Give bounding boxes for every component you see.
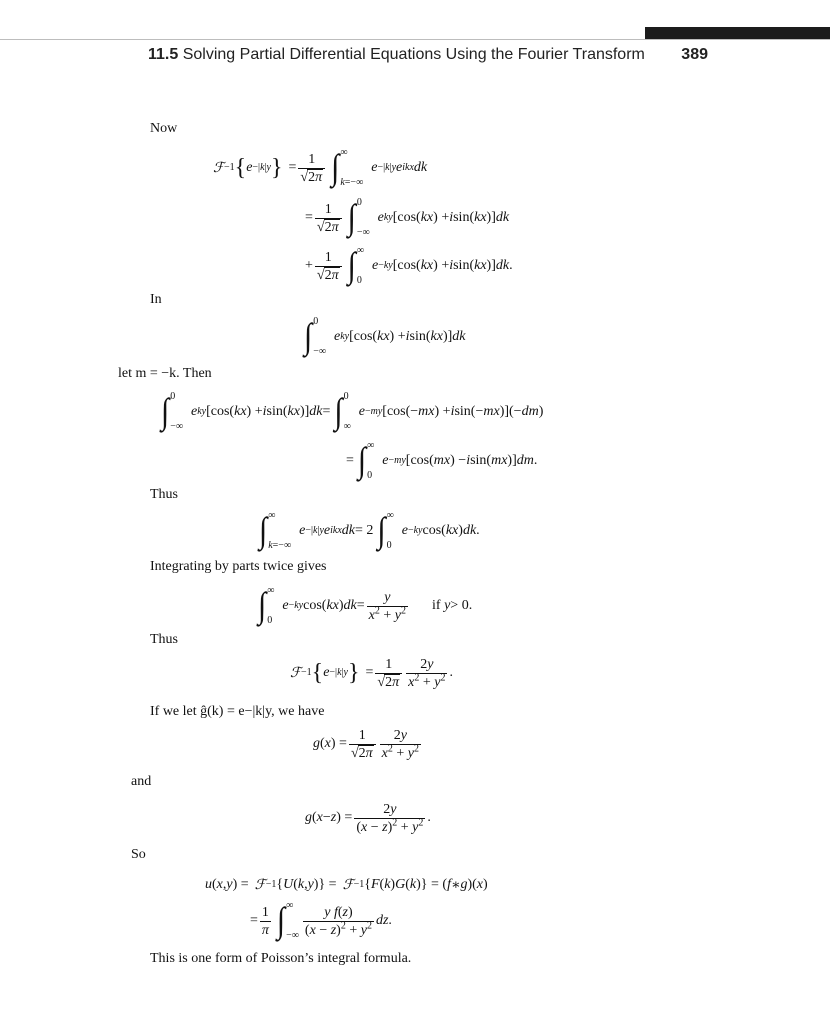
equation-u-xy: u ( x , y ) = ℱ −1 { U ( k , y )} = ℱ −1 { F ( k ) G ( k )} = ( f ∗ g )( x ) — [205, 877, 488, 893]
equation-substitution-2: = ∫ ∞ 0 e −my [cos( mx ) − i sin( mx )] dm . — [346, 440, 538, 481]
equation-left-integral: ∫ 0 −∞ e ky [cos( kx ) + i sin( kx )] dk — [304, 316, 466, 357]
text-now: Now — [150, 121, 178, 136]
text-iflet: If we let ĝ(k) = e−|k|y, we have — [150, 704, 325, 719]
running-header — [148, 46, 708, 68]
equation-parts: ∫ ∞ 0 e −ky cos( kx ) dk = $\frac{y}{x^2 + y^2}$ if y > 0. — [258, 585, 473, 626]
text-and: and — [131, 774, 152, 789]
equation-fourier-inverse: ℱ −1 { e −|k|y } = $\frac{1}{√2\pi}$ ∫ ∞ k=−∞ e −|k|y e ikx dk — [213, 147, 428, 188]
header-rule — [0, 39, 830, 40]
equation-g-x-z: g ( x − z ) = $\frac{2y}{(x - z)^2 + y^2}$ . — [305, 801, 431, 835]
equation-split-2: + $\frac{1}{√2\pi}$ ∫ ∞ 0 e −ky [cos( kx ) + i sin( kx )] dk . — [305, 245, 513, 286]
text-so: So — [131, 847, 146, 862]
text-in: In — [150, 292, 162, 307]
equation-cosine-integral: ∫ ∞ k=−∞ e −|k|y e ikx dk = 2 ∫ ∞ 0 e −ky cos( kx ) dk . — [259, 510, 480, 551]
text-conclusion: This is one form of Poisson’s integral formula. — [150, 951, 412, 966]
text-thus-2: Thus — [150, 632, 178, 647]
equation-substitution: ∫ 0 −∞ e ky [cos( kx ) + i sin( kx )] dk = ∫ 0 ∞ e −my [cos(− mx ) + i sin(− mx )](− dm ) — [161, 391, 544, 432]
equation-g-x: g ( x ) = $\frac{1}{√2\pi}$ $\frac{2y}{x^2 + y^2}$ — [313, 727, 419, 761]
text-let: let m = −k. Then — [118, 366, 212, 381]
section-title: Solving Partial Differential Equations Using the Fourier Transform — [182, 46, 645, 63]
text-thus-1: Thus — [150, 487, 178, 502]
section-number: 11.5 — [148, 46, 179, 63]
equation-inverse-result: ℱ −1 { e −|k|y } = $\frac{1}{√2\pi}$ $\frac{2y}{x^2 + y^2}$ . — [290, 656, 453, 690]
text-integrating: Integrating by parts twice gives — [150, 559, 327, 574]
equation-poisson: = $\frac{1}{\pi}$ ∫ ∞ −∞ $\frac{\text{y f(z)}}{(x - z)^2 + y^2}$ dz . — [250, 900, 392, 941]
page-number: 389 — [681, 46, 708, 63]
equation-split-1: = $\frac{1}{√2\pi}$ ∫ 0 −∞ e ky [cos( kx ) + i sin( kx )] dk — [305, 197, 510, 238]
